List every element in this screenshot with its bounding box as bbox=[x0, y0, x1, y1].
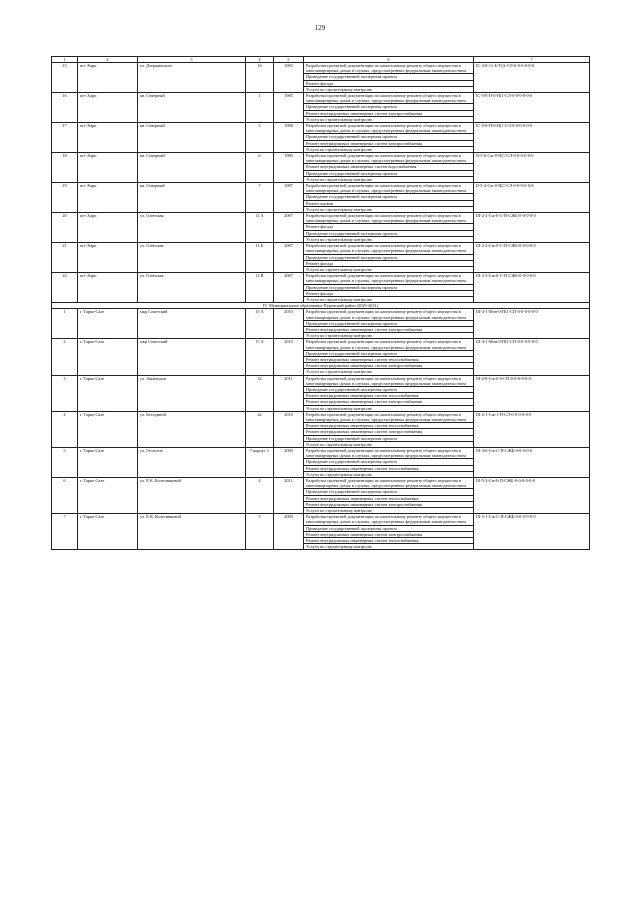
row-number: 20 bbox=[52, 213, 78, 243]
building-code: III-2-2-Сж-0-С-П-СЖБ-0-0-0-0-0 bbox=[474, 273, 590, 303]
row-number: 4 bbox=[52, 411, 78, 447]
work-type: Разработка проектной документации по капитальному ремонту общего имущества в многоквартирных домах в случаях, предусмотренных федеральным законодательством bbox=[304, 93, 474, 104]
table-row bbox=[52, 63, 590, 74]
work-type: Услуги по строительному контролю bbox=[304, 266, 474, 272]
table-row bbox=[52, 213, 590, 224]
work-type: Услуги по строительному контролю bbox=[304, 86, 474, 92]
work-type: Проведение государственной экспертизы проекта bbox=[304, 284, 474, 290]
column-number: 7 bbox=[474, 57, 590, 63]
work-type: Услуги по строительному контролю bbox=[304, 544, 474, 550]
street: ул. Бесединой bbox=[138, 411, 246, 447]
work-type: Проведение государственной экспертизы проекта bbox=[304, 74, 474, 80]
house-number: 1 bbox=[246, 93, 274, 123]
work-type: Ремонт фасада bbox=[304, 224, 474, 230]
work-type: Ремонт внутридомовых инженерных систем электроснабжения bbox=[304, 429, 474, 435]
work-type: Ремонт внутридомовых инженерных систем водоснабжения bbox=[304, 164, 474, 170]
work-type: Ремонт внутридомовых инженерных систем электроснабжения bbox=[304, 326, 474, 332]
locality: г. Тарко-Сале bbox=[78, 478, 138, 514]
work-type: Проведение государственной экспертизы проекта bbox=[304, 350, 474, 356]
table-row bbox=[52, 273, 590, 284]
work-type: Разработка проектной документации по капитальному ремонту общего имущества в многоквартирных домах в случаях, предусмотренных федеральным законодательством bbox=[304, 478, 474, 489]
work-type: Разработка проектной документации по капитальному ремонту общего имущества в многоквартирных домах в случаях, предусмотренных федеральным законодательством bbox=[304, 339, 474, 350]
table-row bbox=[52, 448, 590, 459]
work-type: Ремонт фасада bbox=[304, 260, 474, 266]
row-number: 3 bbox=[52, 375, 78, 411]
house-number: 6 bbox=[246, 153, 274, 183]
table-row bbox=[52, 375, 590, 386]
work-type: Ремонт внутридомовых инженерных систем теплоснабжения bbox=[304, 465, 474, 471]
work-type: Ремонт внутридомовых инженерных систем электроснабжения bbox=[304, 399, 474, 405]
build-year: 2007 bbox=[274, 243, 304, 273]
locality: г. Тарко-Сале bbox=[78, 339, 138, 375]
work-type: Услуги по строительному контролю bbox=[304, 441, 474, 447]
row-number: 22 bbox=[52, 273, 78, 303]
street: ул. Е.К. Колесниковой bbox=[138, 514, 246, 550]
work-type: Разработка проектной документации по капитальному ремонту общего имущества в многоквартирных домах в случаях, предусмотренных федеральным законодательством bbox=[304, 411, 474, 422]
street: кв. Северный bbox=[138, 93, 246, 123]
column-number: 2 bbox=[78, 57, 138, 63]
work-type: Ремонт внутридомовых инженерных систем электроснабжения bbox=[304, 501, 474, 507]
work-type: Проведение государственной экспертизы проекта bbox=[304, 386, 474, 392]
street: ул. Е.К. Колесниковой bbox=[138, 478, 246, 514]
build-year: 1982 bbox=[274, 63, 304, 93]
table-row bbox=[52, 243, 590, 254]
work-type: Проведение государственной экспертизы проекта bbox=[304, 459, 474, 465]
building-code: IС-5-8-П-0-П(1-СЛ-0-0-0-0-0-0 bbox=[474, 123, 590, 153]
house-number: 42 bbox=[246, 411, 274, 447]
house-number: 7 bbox=[246, 183, 274, 213]
building-code: III-4-1-Мон-0-П(1-СП-0-0-0-0-0-0 bbox=[474, 339, 590, 375]
house-number: 17 А bbox=[246, 339, 274, 375]
building-code: III-2-1-Сж-1-П-СЛ-0-0-0-0-0-0 bbox=[474, 411, 590, 447]
building-code: IC-3-8-11-Б-Т(А-СЛ-0-0-0-0-0-0 bbox=[474, 63, 590, 93]
street: ул. Оленская bbox=[138, 273, 246, 303]
work-type: Разработка проектной документации по капитальному ремонту общего имущества в многоквартирных домах в случаях, предусмотренных федеральным законодательством bbox=[304, 213, 474, 224]
work-type: Ремонт внутридомовых инженерных систем электроснабжения bbox=[304, 140, 474, 146]
work-type: Услуги по строительному контролю bbox=[304, 471, 474, 477]
column-number: 3 bbox=[138, 57, 246, 63]
house-number: 4 bbox=[246, 478, 274, 514]
work-type: Разработка проектной документации по капитальному ремонту общего имущества в многоквартирных домах в случаях, предусмотренных федеральным законодательством bbox=[304, 309, 474, 320]
work-type: Ремонт внутридомовых инженерных систем теплоснабжения bbox=[304, 393, 474, 399]
locality: пгт Харп bbox=[78, 123, 138, 153]
locality: г. Тарко-Сале bbox=[78, 411, 138, 447]
work-type: Проведение государственной экспертизы проекта bbox=[304, 320, 474, 326]
building-code: III-3-6-Сж-С-П-СЖБ-0-0-0-0-0 bbox=[474, 448, 590, 478]
street: ул. Оленская bbox=[138, 213, 246, 243]
house-number: 15 А bbox=[246, 309, 274, 339]
house-number: 32 bbox=[246, 375, 274, 411]
locality: пгт Харп bbox=[78, 93, 138, 123]
locality: г. Тарко-Сале bbox=[78, 309, 138, 339]
work-type: Услуги по строительному контролю bbox=[304, 333, 474, 339]
build-year: 2009 bbox=[274, 514, 304, 550]
row-number: 7 bbox=[52, 514, 78, 550]
locality: пгт Харп bbox=[78, 183, 138, 213]
work-type: Разработка проектной документации по капитальному ремонту общего имущества в многоквартирных домах в случаях, предусмотренных федеральным законодательством bbox=[304, 375, 474, 386]
column-number: 4 bbox=[246, 57, 274, 63]
work-type: Услуги по строительному контролю bbox=[304, 296, 474, 302]
street: ул. Геологов bbox=[138, 448, 246, 478]
building-code: II-5-6-Сж-0-П(1-СЛ-0-0-0-0-0-0 bbox=[474, 153, 590, 183]
table-row bbox=[52, 411, 590, 422]
work-type: Ремонт кровли bbox=[304, 200, 474, 206]
work-type: Проведение государственной экспертизы проекта bbox=[304, 525, 474, 531]
build-year: 2010 bbox=[274, 411, 304, 447]
row-number: 1 bbox=[52, 309, 78, 339]
street: ул. Авиаторов bbox=[138, 375, 246, 411]
work-type: Разработка проектной документации по капитальному ремонту общего имущества в многоквартирных домах в случаях, предусмотренных федеральным законодательством bbox=[304, 123, 474, 134]
work-type: Проведение государственной экспертизы проекта bbox=[304, 134, 474, 140]
street: кв. Северный bbox=[138, 183, 246, 213]
build-year: 2011 bbox=[274, 478, 304, 514]
work-type: Разработка проектной документации по капитальному ремонту общего имущества в многоквартирных домах в случаях, предусмотренных федеральным законодательством bbox=[304, 448, 474, 459]
table-row bbox=[52, 309, 590, 320]
street: кв. Северный bbox=[138, 123, 246, 153]
column-number: 5 bbox=[274, 57, 304, 63]
build-year: 2010 bbox=[274, 339, 304, 375]
house-number: 11 В bbox=[246, 273, 274, 303]
work-type: Проведение государственной экспертизы проекта bbox=[304, 254, 474, 260]
locality: пгт Харп bbox=[78, 273, 138, 303]
row-number: 6 bbox=[52, 478, 78, 514]
build-year: 2007 bbox=[274, 273, 304, 303]
build-year: 2007 bbox=[274, 213, 304, 243]
column-number: 6 bbox=[304, 57, 474, 63]
street: мкр Советский bbox=[138, 309, 246, 339]
work-type: Разработка проектной документации по капитальному ремонту общего имущества в многоквартирных домах в случаях, предусмотренных федеральным законодательством bbox=[304, 273, 474, 284]
work-type: Услуги по строительному контролю bbox=[304, 176, 474, 182]
row-number: 19 bbox=[52, 183, 78, 213]
street: кв. Северный bbox=[138, 153, 246, 183]
table-row bbox=[52, 183, 590, 194]
house-number: 16 bbox=[246, 63, 274, 93]
work-type: Услуги по строительному контролю bbox=[304, 369, 474, 375]
build-year: 1987 bbox=[274, 183, 304, 213]
locality: г. Тарко-Сале bbox=[78, 375, 138, 411]
house-number: 11 А bbox=[246, 213, 274, 243]
locality: пгт Харп bbox=[78, 243, 138, 273]
building-code: II-5-4-Сж-0-П(1-СЛ-0-0-0-0-0-0 bbox=[474, 183, 590, 213]
work-type: Услуги по строительному контролю bbox=[304, 206, 474, 212]
work-type: Ремонт внутридомовых инженерных систем теплоснабжения bbox=[304, 356, 474, 362]
work-type: Ремонт внутридомовых инженерных систем теплоснабжения bbox=[304, 538, 474, 544]
table-row bbox=[52, 478, 590, 489]
building-code: III-2-2-Сж-0-С-П-СЖБ-0-0-0-0-0 bbox=[474, 213, 590, 243]
work-type: Проведение государственной экспертизы проекта bbox=[304, 104, 474, 110]
building-code: III-2-2-Сж-0-С-П-СЖБ-0-0-0-0-0 bbox=[474, 243, 590, 273]
row-number: 18 bbox=[52, 153, 78, 183]
work-type: Ремонт внутридомовых инженерных систем электроснабжения bbox=[304, 531, 474, 537]
work-type: Проведение государственной экспертизы проекта bbox=[304, 170, 474, 176]
work-type: Ремонт фасада bbox=[304, 80, 474, 86]
section-title: IV. Муниципальное образование Пуровский район (2029-2031) bbox=[52, 303, 590, 309]
building-code: IС-5-8-П-0-П(1-СЛ-0-0-0-0-0-0 bbox=[474, 93, 590, 123]
repair-register-table bbox=[51, 56, 590, 550]
building-code: III-4-1-Мон-0-П(1-СП-0-0-0-0-0-0 bbox=[474, 309, 590, 339]
work-type: Услуги по строительному контролю bbox=[304, 116, 474, 122]
row-number: 2 bbox=[52, 339, 78, 375]
row-number: 17 bbox=[52, 123, 78, 153]
locality: г. Тарко-Сале bbox=[78, 514, 138, 550]
work-type: Услуги по строительному контролю bbox=[304, 146, 474, 152]
table-row bbox=[52, 153, 590, 164]
street: ул. Дзержинского bbox=[138, 63, 246, 93]
locality: пгт Харп bbox=[78, 153, 138, 183]
table-row bbox=[52, 123, 590, 134]
building-code: III-5-3-Сж-0-П-СЖБ-0-0-0-0-0-0 bbox=[474, 478, 590, 514]
work-type: Разработка проектной документации по капитальному ремонту общего имущества в многоквартирных домах в случаях, предусмотренных федеральным законодательством bbox=[304, 514, 474, 525]
building-code: III-2-8-Сж-0-0-СП-0-0-0-0-0-0 bbox=[474, 375, 590, 411]
work-type: Разработка проектной документации по капитальному ремонту общего имущества в многоквартирных домах в случаях, предусмотренных федеральным законодательством bbox=[304, 183, 474, 194]
work-type: Ремонт внутридомовых инженерных систем электроснабжения bbox=[304, 110, 474, 116]
street: ул. Оленская bbox=[138, 243, 246, 273]
build-year: 1989 bbox=[274, 153, 304, 183]
house-number: 3 bbox=[246, 123, 274, 153]
build-year: 2009 bbox=[274, 448, 304, 478]
build-year: 2011 bbox=[274, 375, 304, 411]
column-number: 1 bbox=[52, 57, 78, 63]
work-type: Ремонт внутридомовых инженерных систем электроснабжения bbox=[304, 363, 474, 369]
work-type: Проведение государственной экспертизы проекта bbox=[304, 230, 474, 236]
work-type: Проведение государственной экспертизы проекта bbox=[304, 435, 474, 441]
work-type: Услуги по строительному контролю bbox=[304, 405, 474, 411]
work-type: Услуги по строительному контролю bbox=[304, 236, 474, 242]
build-year: 2010 bbox=[274, 309, 304, 339]
row-number: 16 bbox=[52, 93, 78, 123]
house-number: 11 Б bbox=[246, 243, 274, 273]
table-body bbox=[52, 57, 590, 550]
table-row bbox=[52, 514, 590, 525]
row-number: 15 bbox=[52, 63, 78, 93]
table-row bbox=[52, 93, 590, 104]
work-type: Ремонт внутридомовых инженерных систем теплоснабжения bbox=[304, 495, 474, 501]
work-type: Ремонт внутридомовых инженерных систем теплоснабжения bbox=[304, 423, 474, 429]
page-number: 129 bbox=[314, 24, 326, 32]
build-year: 1988 bbox=[274, 123, 304, 153]
work-type: Проведение государственной экспертизы проекта bbox=[304, 194, 474, 200]
build-year: 1985 bbox=[274, 93, 304, 123]
work-type: Разработка проектной документации по капитальному ремонту общего имущества в многоквартирных домах в случаях, предусмотренных федеральным законодательством bbox=[304, 153, 474, 164]
work-type: Проведение государственной экспертизы проекта bbox=[304, 489, 474, 495]
locality: пгт Харп bbox=[78, 213, 138, 243]
table-row bbox=[52, 339, 590, 350]
work-type: Разработка проектной документации по капитальному ремонту общего имущества в многоквартирных домах в случаях, предусмотренных федеральным законодательством bbox=[304, 63, 474, 74]
building-code: III-5-1-Сж-С-П-СЖБ-0-0-0-0-0-0 bbox=[474, 514, 590, 550]
house-number: 5 bbox=[246, 514, 274, 550]
work-type: Услуги по строительному контролю bbox=[304, 508, 474, 514]
house-number: 7 корпус 1 bbox=[246, 448, 274, 478]
work-type: Ремонт фасада bbox=[304, 290, 474, 296]
work-type: Разработка проектной документации по капитальному ремонту общего имущества в многоквартирных домах в случаях, предусмотренных федеральным законодательством bbox=[304, 243, 474, 254]
row-number: 21 bbox=[52, 243, 78, 273]
row-number: 5 bbox=[52, 448, 78, 478]
locality: г. Тарко-Сале bbox=[78, 448, 138, 478]
locality: пгт Харп bbox=[78, 63, 138, 93]
street: мкр Советский bbox=[138, 339, 246, 375]
